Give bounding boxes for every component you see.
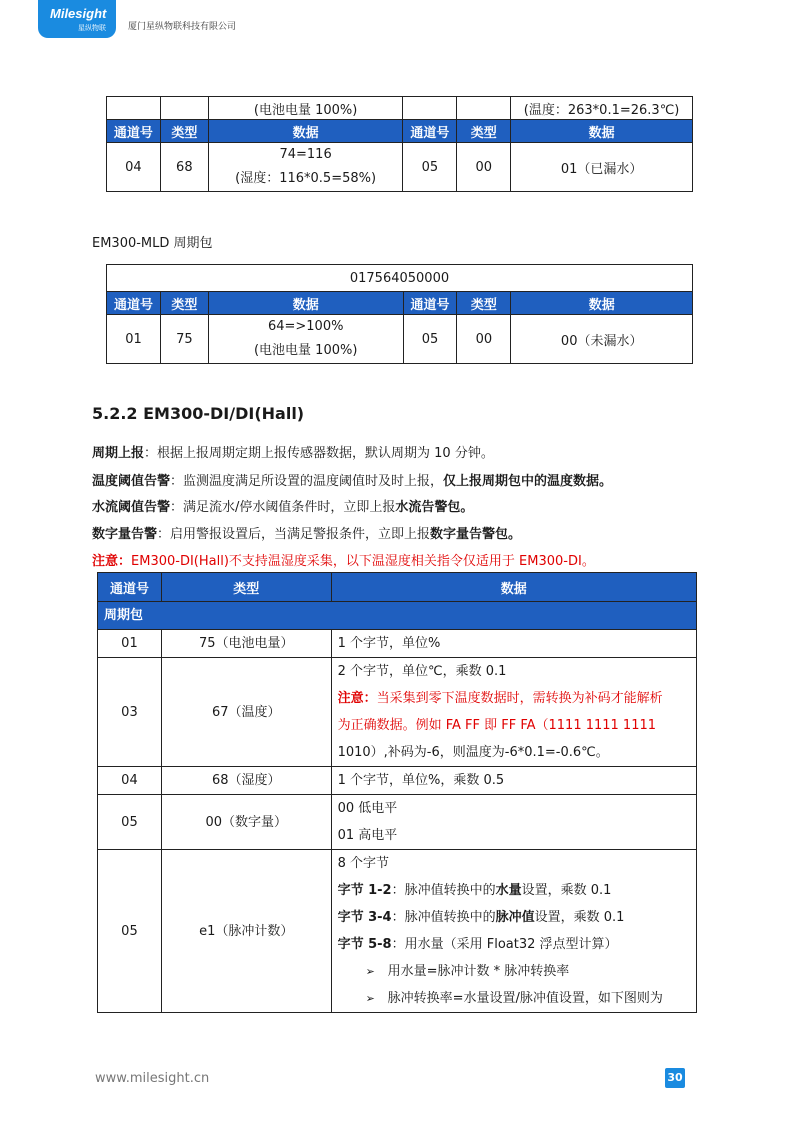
cell-line: (电池电量 100%): [253, 343, 358, 358]
paragraph-digital-alarm: [92, 523, 521, 542]
paragraph-temp-alarm: [92, 470, 612, 489]
para-text: ：满足流水/停水阈值条件时，立即上报: [170, 500, 396, 515]
cell: 75: [160, 315, 208, 364]
cell: 67（温度）: [161, 658, 331, 767]
section-label: 周期包: [98, 602, 697, 630]
cell-line: [338, 931, 692, 958]
cell-line: [338, 877, 692, 904]
cell: 05: [98, 850, 162, 1013]
cell: 05: [98, 795, 162, 850]
table-header-row: [98, 573, 697, 602]
cell-line: 2 个字节，单位℃，乘数 0.1: [337, 664, 507, 679]
company-logo: [38, 0, 116, 38]
logo-subtext: 星纵物联: [78, 24, 106, 32]
cell: [208, 315, 403, 364]
cell: 1 个字节，单位%: [331, 630, 696, 658]
cell-line: 01 高电平: [337, 828, 398, 843]
paragraph-periodic: [92, 442, 494, 461]
byte-label: 字节 1-2: [337, 883, 392, 898]
table-row: [98, 795, 697, 850]
logo-text: Milesight: [50, 6, 107, 21]
table-row: [98, 767, 697, 795]
text: ：用水量（采用 Float32 浮点型计算）: [391, 937, 618, 952]
cell: 04: [107, 143, 161, 192]
cell: [331, 658, 696, 767]
table-row: [98, 850, 697, 1013]
company-name: 厦门星纵物联科技有限公司: [128, 22, 237, 32]
para-text: ：监测温度满足所设置的温度阈值时及时上报，: [170, 474, 444, 489]
header-cell: 数据: [208, 292, 403, 315]
table-em300-di-periodic: [97, 572, 697, 1013]
header-cell: 通道号: [403, 120, 457, 143]
cell: (电池电量 100%): [208, 97, 403, 120]
cell: 68: [160, 143, 208, 192]
table-em300-mld: [106, 264, 693, 364]
footer-url[interactable]: www.milesight.cn: [95, 1071, 210, 1086]
cell: [331, 850, 696, 1013]
cell: 1 个字节，单位%，乘数 0.5: [331, 767, 696, 795]
text: ：脉冲值转换中的: [391, 883, 496, 898]
section-heading: 5.2.2 EM300-DI/DI(Hall): [92, 404, 305, 423]
cell: 00（未漏水）: [511, 315, 693, 364]
cell: 05: [403, 143, 457, 192]
text: ：脉冲值转换中的: [391, 910, 496, 925]
bold-text: 脉冲值: [495, 910, 535, 925]
table-row: [107, 315, 693, 364]
para-label: 温度阈值告警: [92, 474, 171, 489]
cell: 05: [403, 315, 457, 364]
cell: 00（数字量）: [161, 795, 331, 850]
table-row: [98, 630, 697, 658]
header-cell: 类型: [161, 573, 331, 602]
cell: 04: [98, 767, 162, 795]
header-cell: 类型: [160, 120, 208, 143]
header-cell: 数据: [511, 292, 693, 315]
para-bold: 数字量告警包。: [430, 527, 522, 542]
cell-line: 00 低电平: [337, 801, 398, 816]
text: 设置，乘数 0.1: [534, 910, 625, 925]
section-row: [98, 602, 697, 630]
cell-line: 8 个字节: [337, 856, 389, 871]
note-label: 注意：: [337, 691, 377, 706]
para-text: ：根据上报周期定期上报传感器数据，默认周期为 10 分钟。: [144, 446, 494, 461]
cell-line: 64=>100%: [267, 319, 344, 334]
header-cell: 通道号: [403, 292, 457, 315]
table-header-row: [107, 120, 693, 143]
header-cell: 通道号: [98, 573, 162, 602]
cell-line: 1010）,补码为-6，则温度为-6*0.1=-0.6℃。: [337, 745, 609, 760]
cell: 01: [107, 315, 161, 364]
note-text: EM300-DI(Hall)不支持温湿度采集，以下温湿度相关指令仅适用于 EM300-DI。: [131, 554, 595, 569]
header-cell: 数据: [331, 573, 696, 602]
cell: (温度：263*0.1=26.3℃): [511, 97, 693, 120]
para-bold: 仅上报周期包中的温度数据。: [443, 474, 613, 489]
note-text: 当采集到零下温度数据时，需转换为补码才能解析: [376, 691, 663, 706]
cell-line: [338, 904, 692, 931]
cell: 68（湿度）: [161, 767, 331, 795]
header-cell: 数据: [511, 120, 693, 143]
cell: 03: [98, 658, 162, 767]
byte-label: 字节 3-4: [337, 910, 392, 925]
para-label: 数字量告警: [92, 527, 158, 542]
table-row: [107, 143, 693, 192]
header-cell: 类型: [457, 292, 511, 315]
cell: 01（已漏水）: [511, 143, 693, 192]
byte-label: 字节 5-8: [337, 937, 392, 952]
header-cell: 通道号: [107, 292, 161, 315]
cell-line: 74=116: [279, 147, 332, 162]
cell: [331, 795, 696, 850]
hex-payload: 017564050000: [107, 265, 693, 292]
text: 设置，乘数 0.1: [521, 883, 612, 898]
cell: 00: [457, 315, 511, 364]
header-cell: 通道号: [107, 120, 161, 143]
cell-line: 为正确数据。例如 FA FF 即 FF FA（1111 1111 1111: [337, 718, 657, 733]
header-cell: 类型: [160, 292, 208, 315]
page-number: 30: [665, 1068, 685, 1088]
caption: EM300-MLD 周期包: [92, 236, 213, 251]
cell: 01: [98, 630, 162, 658]
note-paragraph: [92, 550, 595, 569]
cell: e1（脉冲计数）: [161, 850, 331, 1013]
bullet-item: ➢ 用水量=脉冲计数 * 脉冲转换率: [338, 958, 692, 985]
cell: [208, 143, 403, 192]
table-row: [98, 658, 697, 767]
paragraph-flow-alarm: [92, 496, 473, 515]
table-header-row: [107, 292, 693, 315]
bullet-item: ➢ 脉冲转换率=水量设置/脉冲值设置，如下图则为: [338, 985, 692, 1012]
para-label: 水流阈值告警: [92, 500, 171, 515]
cell-line: [338, 685, 692, 712]
table-em300-sld-example: [106, 96, 693, 192]
note-label: 注意：: [92, 554, 132, 569]
cell: 00: [457, 143, 511, 192]
cell: 75（电池电量）: [161, 630, 331, 658]
bold-text: 水量: [495, 883, 522, 898]
table-row: [107, 265, 693, 292]
para-text: ：启用警报设置后，当满足警报条件，立即上报: [157, 527, 431, 542]
para-label: 周期上报: [92, 446, 145, 461]
para-bold: 水流告警包。: [395, 500, 474, 515]
cell-line: (湿度：116*0.5=58%): [235, 171, 377, 186]
header-cell: 数据: [208, 120, 403, 143]
header-cell: 类型: [457, 120, 511, 143]
table-row: [107, 97, 693, 120]
